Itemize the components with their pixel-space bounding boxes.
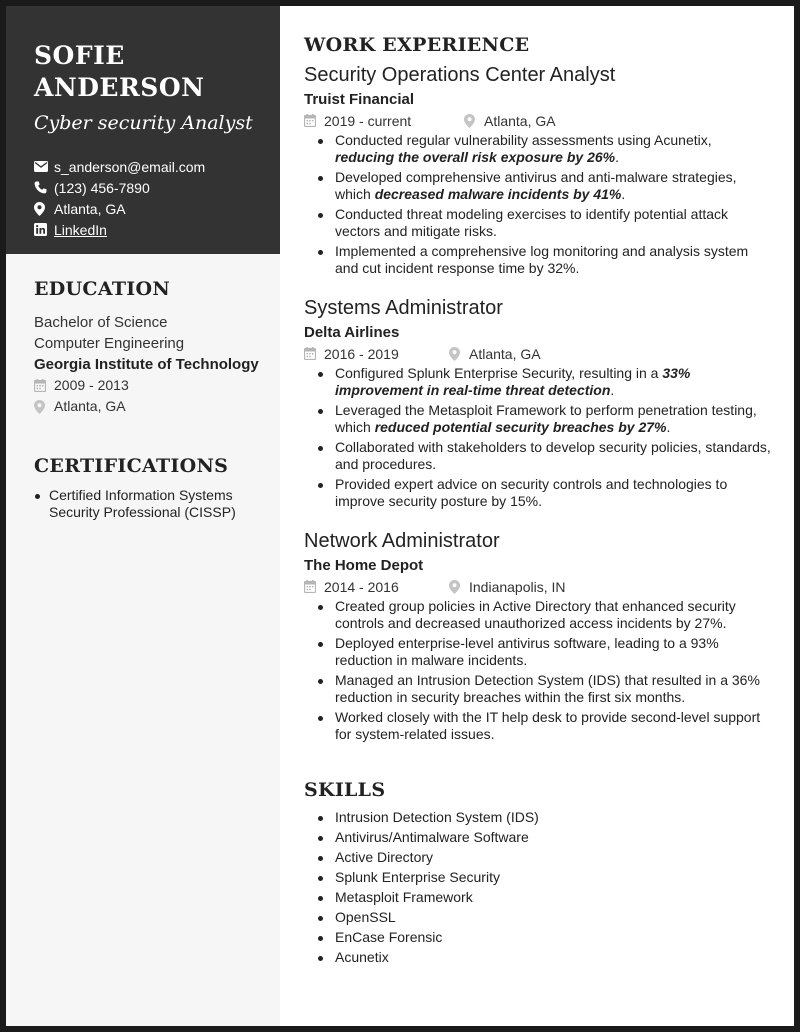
main-content [280,6,794,1026]
company-name: The Home Depot [304,557,424,574]
skill-item: Antivirus/Antimalware Software [304,829,774,846]
job-location [464,113,624,129]
education-location [34,396,260,417]
education-entry [34,312,260,417]
job-bullet: Worked closely with the IT help desk to provide second-level support for system-related issues. [304,709,774,743]
skill-item: Intrusion Detection System (IDS) [304,809,774,826]
job-bullet: Managed an Intrusion Detection System (IDS) that resulted in a 36% reduction in security breaches within the first six months. [304,672,774,706]
contact-email [34,156,260,177]
school-name: Georgia Institute of Technology [34,356,259,373]
job-meta [304,343,774,364]
job-title-heading: Cyber security Analyst [34,112,253,134]
skill-item: Acunetix [304,949,774,966]
job-bullet: Collaborated with stakeholders to develop security policies, standards, and procedures. [304,439,774,473]
envelope-icon [34,161,54,172]
skill-item: Metasploit Framework [304,889,774,906]
job-bullet: Implemented a comprehensive log monitoring and analysis system and cut incident response time by 32%. [304,243,774,277]
map-pin-icon [464,114,484,128]
job-location-text: Indianapolis, IN [469,578,566,595]
job-dates-text: 2014 - 2016 [324,578,399,595]
job-dates-text: 2019 - current [324,112,412,129]
name-line-2: ANDERSON [34,73,205,102]
job-dates-text: 2016 - 2019 [324,345,399,362]
job-title: Network Administrator [304,530,500,552]
job-bullet: Deployed enterprise-level antivirus software, leading to a 93% reduction in malware incidents. [304,635,774,669]
job-bullet: Conducted threat modeling exercises to identify potential attack vectors and mitigate risks. [304,206,774,240]
map-pin-icon [449,347,469,361]
job-entry [304,528,774,743]
job-location-text: Atlanta, GA [484,112,556,129]
calendar-icon [304,114,324,127]
company-name: Delta Airlines [304,324,400,341]
job-bullet: Provided expert advice on security controls and technologies to improve security posture by 15%. [304,476,774,510]
email-text: s_anderson@email.com [54,158,206,175]
job-bullet: Developed comprehensive antivirus and anti-malware strategies, which decreased malware incidents by 41%. [304,169,774,203]
sidebar [6,6,280,1026]
job-bullet: Created group policies in Active Directory that enhanced security controls and decreased unauthorized access incidents by 27%. [304,598,774,632]
calendar-icon [304,580,324,593]
job-bullets [304,598,774,743]
contact-linkedin[interactable] [34,219,260,240]
contact-list [34,156,260,240]
skills-list [304,809,774,966]
linkedin-icon [34,223,54,236]
job-location [449,579,609,595]
job-bullet: Configured Splunk Enterprise Security, resulting in a 33% improvement in real-time threat detection. [304,365,774,399]
certifications-heading: CERTIFICATIONS [34,455,229,477]
map-pin-icon [449,580,469,594]
map-pin-icon [34,202,54,216]
skills-heading: SKILLS [304,779,386,801]
contact-location [34,198,260,219]
certifications-list [34,487,260,521]
education-dates [34,375,260,396]
job-title: Security Operations Center Analyst [304,64,616,86]
map-pin-icon [34,400,54,414]
skill-item: Splunk Enterprise Security [304,869,774,886]
skill-item: Active Directory [304,849,774,866]
job-meta [304,110,774,131]
work-experience-heading: WORK EXPERIENCE [304,34,530,56]
education-heading: EDUCATION [34,278,170,300]
location-text: Atlanta, GA [54,200,126,217]
job-entry [304,295,774,510]
certification-item: Certified Information Systems Security Professional (CISSP) [34,487,260,521]
sidebar-body [6,254,280,521]
job-meta [304,576,774,597]
job-dates [304,113,464,129]
job-bullet: Conducted regular vulnerability assessments using Acunetix, reducing the overall risk exposure by 26%. [304,132,774,166]
job-bullet: Leveraged the Metasploit Framework to perform penetration testing, which reduced potential security breaches by 27%. [304,402,774,436]
name-line-1: SOFIE [34,41,125,70]
candidate-name [34,40,260,104]
phone-text: (123) 456-7890 [54,179,150,196]
phone-icon [34,181,54,194]
job-bullets [304,132,774,277]
degree-line-1: Bachelor of Science [34,314,168,331]
job-location-text: Atlanta, GA [469,345,541,362]
job-location [449,346,609,362]
company-name: Truist Financial [304,91,415,108]
calendar-icon [34,379,54,392]
linkedin-link[interactable]: LinkedIn [54,221,107,238]
contact-phone [34,177,260,198]
job-dates [304,346,449,362]
job-bullets [304,365,774,510]
job-entry [304,62,774,277]
header [6,6,280,254]
education-location-text: Atlanta, GA [54,398,126,414]
skill-item: OpenSSL [304,909,774,926]
degree-line-2: Computer Engineering [34,335,185,352]
job-title: Systems Administrator [304,297,503,319]
education-dates-text: 2009 - 2013 [54,377,129,393]
calendar-icon [304,347,324,360]
skill-item: EnCase Forensic [304,929,774,946]
job-dates [304,579,449,595]
